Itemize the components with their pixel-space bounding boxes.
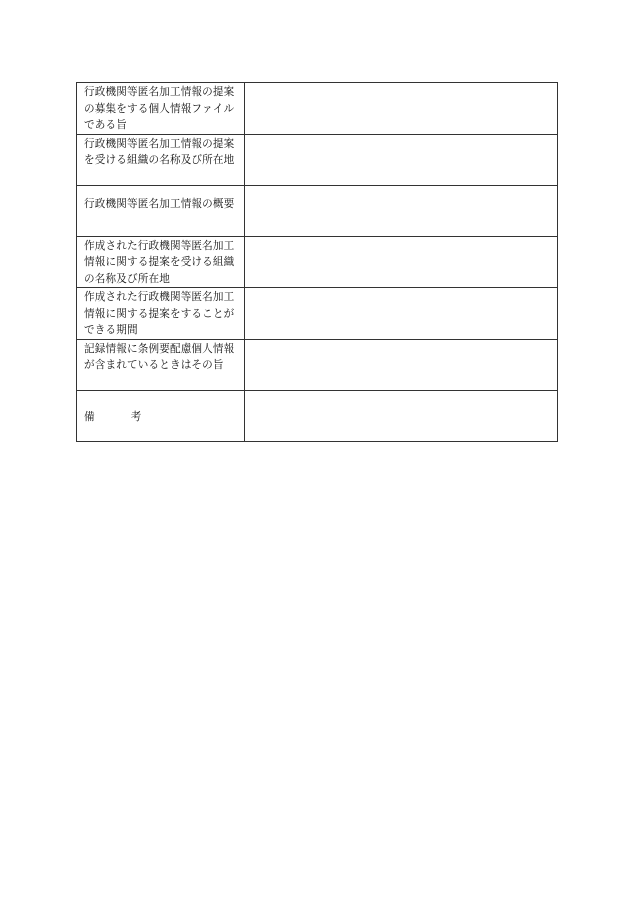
row-label-cell [77,83,245,135]
record-form-table [76,82,558,442]
row-label-cell [77,185,245,236]
row-label: 行政機関等匿名加工情報の提案の募集をする個人情報ファイルである旨 [84,86,235,131]
remarks-label-cell [77,390,245,441]
row-value-cell [245,288,558,340]
row-label: 記録情報に条例要配慮個人情報が含まれているときはその旨 [84,342,235,371]
remarks-value-cell [245,390,558,441]
row-value-cell [245,185,558,236]
row-value-cell [245,134,558,185]
table-row [77,83,558,135]
row-label-cell [77,134,245,185]
table-row [77,288,558,340]
remarks-label-char: 考 [130,410,142,423]
row-label-cell [77,339,245,390]
row-label: 行政機関等匿名加工情報の提案を受ける組織の名称及び所在地 [84,137,235,166]
table-row [77,134,558,185]
row-label: 作成された行政機関等匿名加工情報に関する提案をすることができる期間 [84,291,235,336]
row-label: 作成された行政機関等匿名加工情報に関する提案を受ける組織の名称及び所在地 [84,239,235,285]
table-row [77,339,558,390]
remarks-row [77,390,558,441]
remarks-label [84,392,241,426]
row-value-cell [245,339,558,390]
row-label: 行政機関等匿名加工情報の概要 [84,197,235,210]
row-value-cell [245,236,558,288]
row-value-cell [245,83,558,135]
table-row [77,236,558,288]
row-label-cell [77,236,245,288]
remarks-label-char: 備 [84,410,95,423]
row-label-cell [77,288,245,340]
table-row [77,185,558,236]
